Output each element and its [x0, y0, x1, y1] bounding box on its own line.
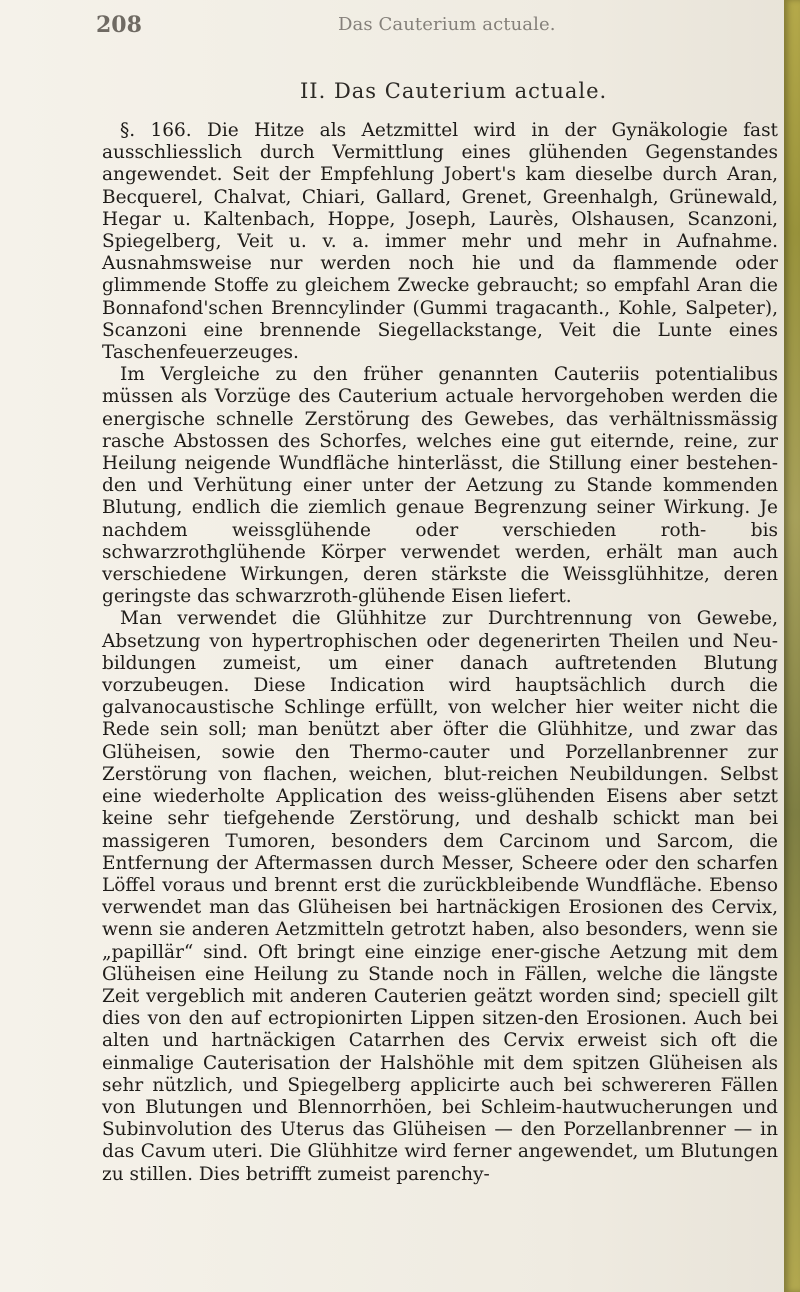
running-title: Das Cauterium actuale.: [338, 14, 556, 35]
paragraph-1: §. 166. Die Hitze als Aetzmittel wird in der Gynäkologie fast ausschliesslich durch Vermittlung eines glühenden Gegenstandes angewendet. Seit der Empfehlung Jobert's kam dieselbe durch Aran, Becquerel, Chalvat, Chiari, Gallard, Grenet, Greenhalgh, Grünewald, Hegar u. Kaltenbach, Hoppe, Joseph, Laurès, Olshausen, Scanzoni, Spiegelberg, Veit u. v. a. immer mehr und mehr in Aufnahme. Ausnahmsweise nur werden noch hie und da flammende oder glimmende Stoffe zu gleichem Zwecke gebraucht; so empfahl Aran die Bonnafond'schen Brenncylinder (Gummi tragacanth., Kohle, Salpeter), Scanzoni eine brennende Siegellackstange, Veit die Lunte eines Taschenfeuerzeuges.: [102, 120, 778, 364]
body-text: [102, 120, 778, 1186]
section-title: II. Das Cauterium actuale.: [300, 79, 608, 103]
paragraph-3: Man verwendet die Glühhitze zur Durchtrennung von Gewebe, Absetzung von hypertrophischen oder degenerirten Theilen und Neu-bildungen zumeist, um einer danach auftretenden Blutung vorzubeugen. Diese Indication wird hauptsächlich durch die galvanocaustische Schlinge erfüllt, von welcher hier weiter nicht die Rede sein soll; man benützt aber öfter die Glühhitze, und zwar das Glüheisen, sowie den Thermo-cauter und Porzellanbrenner zur Zerstörung von flachen, weichen, blut-reichen Neubildungen. Selbst eine wiederholte Application des weiss-glühenden Eisens aber setzt keine sehr tiefgehende Zerstörung, und deshalb schickt man bei massigeren Tumoren, besonders dem Carcinom und Sarcom, die Entfernung der Aftermassen durch Messer, Scheere oder den scharfen Löffel voraus und brennt erst die zurückbleibende Wundfläche. Ebenso verwendet man das Glüheisen bei hartnäckigen Erosionen des Cervix, wenn sie anderen Aetzmitteln getrotzt haben, also besonders, wenn sie „papillär“ sind. Oft bringt eine einzige ener-gische Aetzung mit dem Glüheisen eine Heilung zu Stande noch in Fällen, welche die längste Zeit vergeblich mit anderen Cauterien geätzt worden sind; speciell gilt dies von den auf ectropionirten Lippen sitzen-den Erosionen. Auch bei alten und hartnäckigen Catarrhen des Cervix erweist sich oft die einmalige Cauterisation der Halshöhle mit dem spitzen Glüheisen als sehr nützlich, und Spiegelberg applicirte auch bei schwereren Fällen von Blutungen und Blennorrhöen, bei Schleim-hautwucherungen und Subinvolution des Uterus das Glüheisen — den Porzellanbrenner — in das Cavum uteri. Die Glühhitze wird ferner angewendet, um Blutungen zu stillen. Dies betrifft zumeist parenchy-: [102, 608, 778, 1185]
running-header: [96, 12, 760, 42]
paragraph-2: Im Vergleiche zu den früher genannten Cauteriis potentialibus müssen als Vorzüge des Cauterium actuale hervorgehoben werden die energische schnelle Zerstörung des Gewebes, das verhältnissmässig rasche Abstossen des Schorfes, welches eine gut eiternde, reine, zur Heilung neigende Wundfläche hinterlässt, die Stillung einer bestehen-den und Verhütung einer unter der Aetzung zu Stande kommenden Blutung, endlich die ziemlich genaue Begrenzung seiner Wirkung. Je nachdem weissglühende oder verschieden roth- bis schwarzrothglühende Körper verwendet werden, erhält man auch verschiedene Wirkungen, deren stärkste die Weissglühhitze, deren geringste das schwarzroth-glühende Eisen liefert.: [102, 364, 778, 608]
page-edge-strip: [784, 0, 800, 1292]
page-number: 208: [96, 12, 142, 38]
